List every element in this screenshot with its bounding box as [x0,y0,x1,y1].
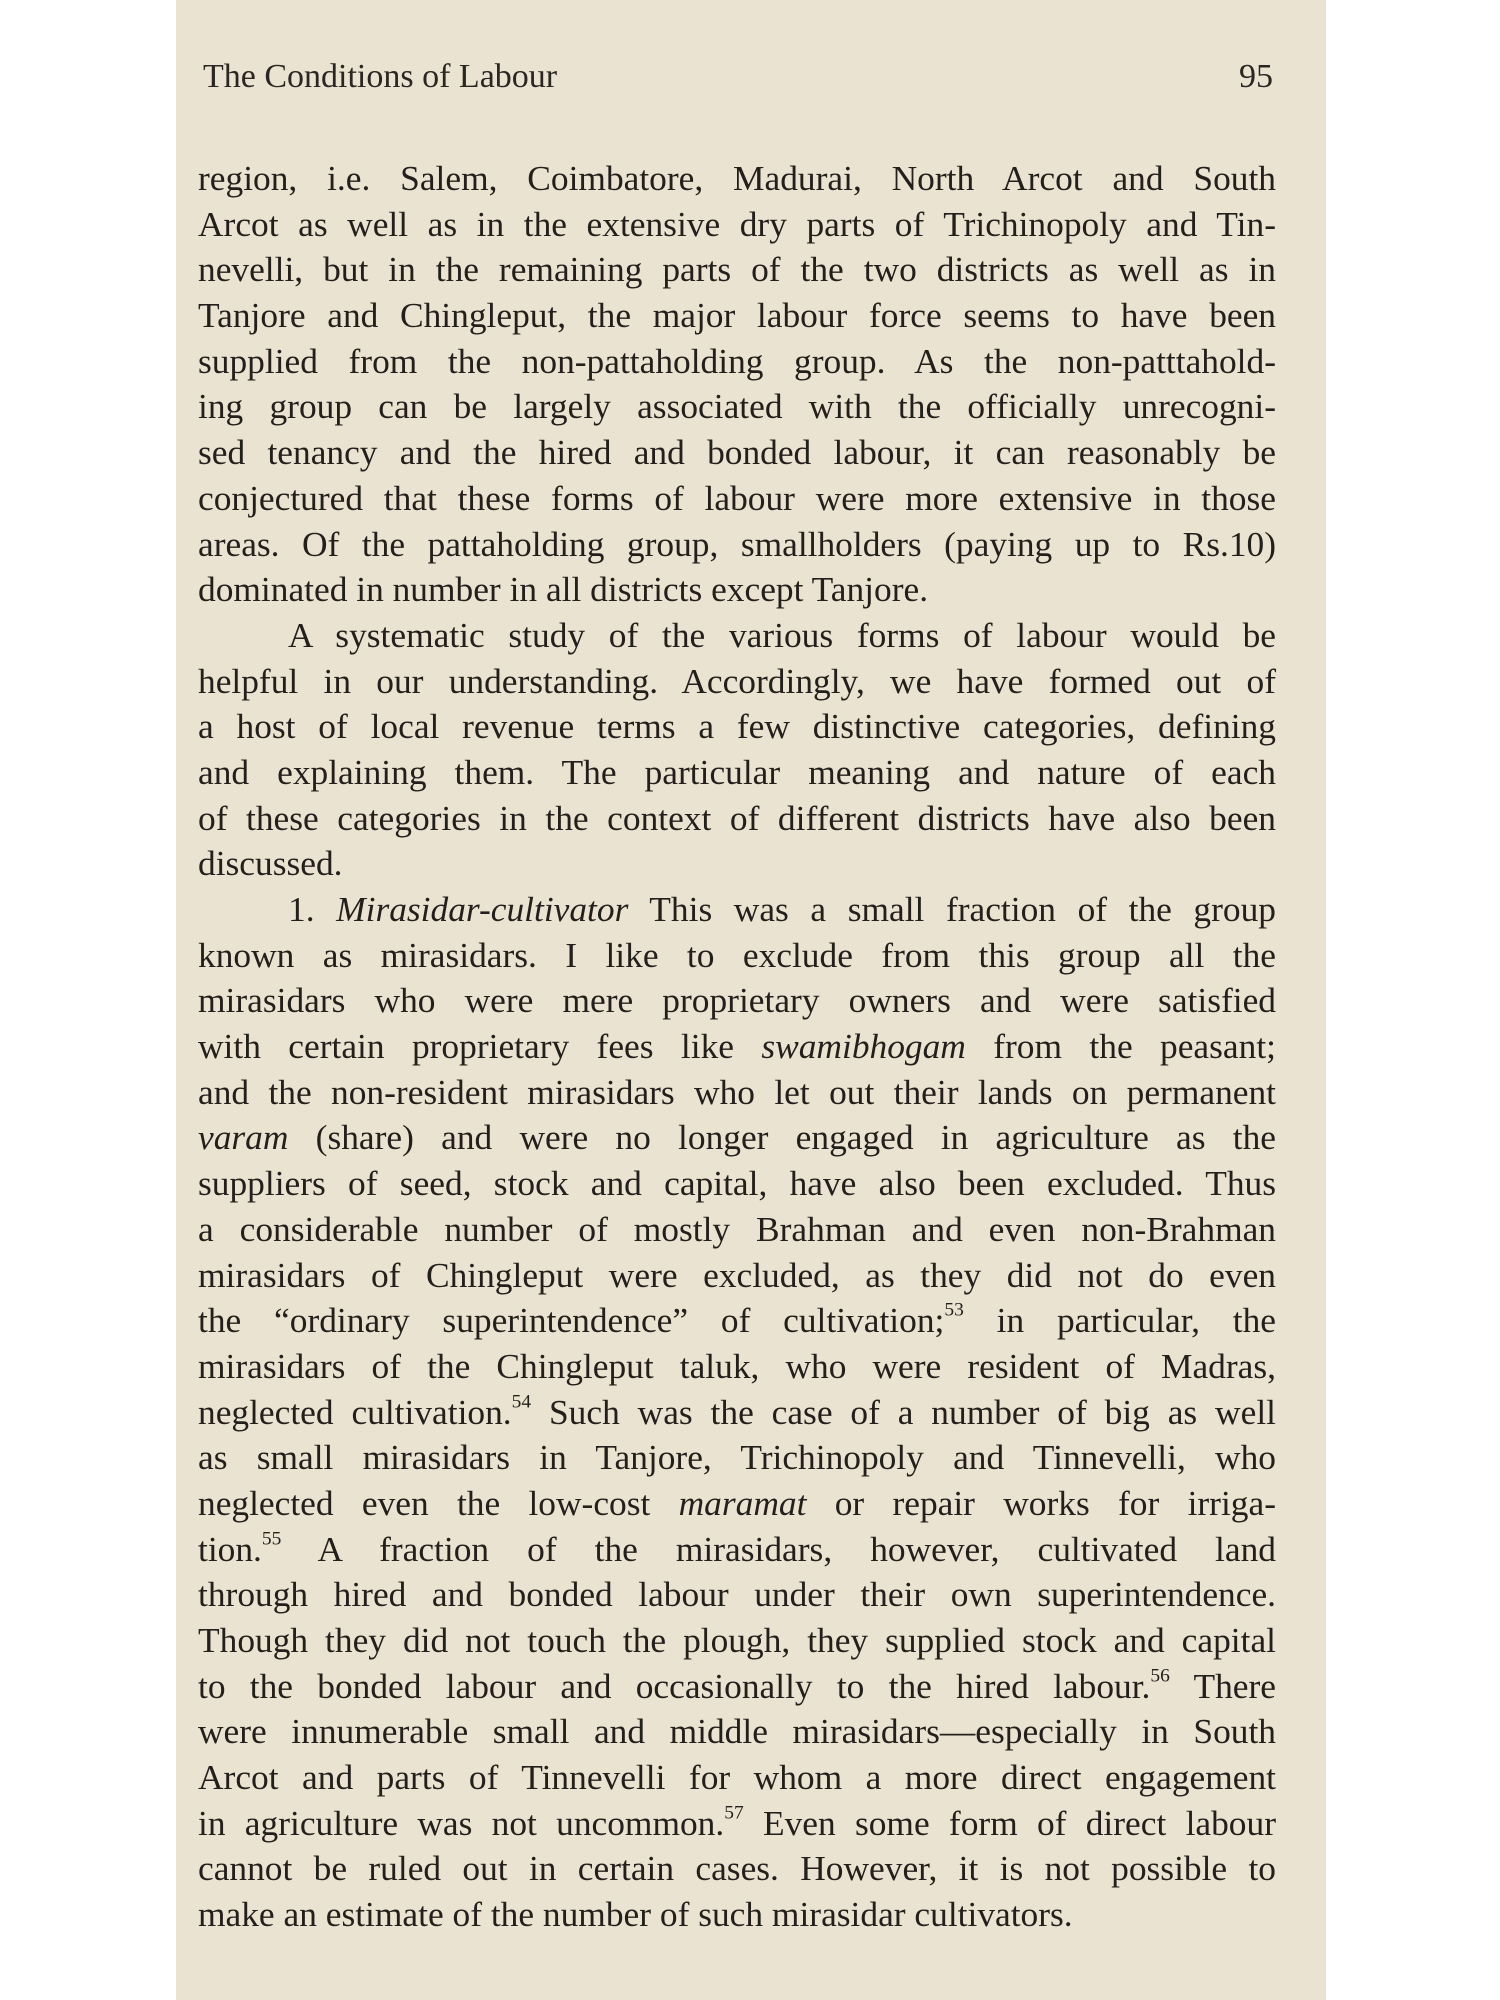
text-line: ing group can be largely associated with the officially unrecogni- [198,386,1276,427]
text-line: conjectured that these forms of labour were more extensive in those [198,477,1276,518]
paragraph [198,613,1276,887]
page-number: 95 [1239,58,1273,95]
text-line: mirasidars of Chingleput were excluded, as they did not do even [198,1254,1276,1295]
text-line: to the bonded labour and occasionally to the hired labour.$^{56}$ There [198,1665,1276,1706]
text-line: a host of local revenue terms a few distinctive categories, defining [198,706,1276,747]
text-line: suppliers of seed, stock and capital, have also been excluded. Thus [198,1163,1276,1204]
footnote-ref: 53 [944,1299,964,1321]
text-line: sed tenancy and the hired and bonded labour, it can reasonably be [198,432,1276,473]
text-line: A systematic study of the various forms of labour would be [288,614,1276,655]
footnote-ref: 55 [261,1528,282,1550]
text-line: cannot be ruled out in certain cases. However, it is not possible to [198,1848,1276,1889]
text-line: known as mirasidars. I like to exclude from this group all the [198,934,1276,975]
running-header [203,58,1273,108]
text-line: helpful in our understanding. Accordingly, we have formed out of [198,660,1276,701]
text-line: varam (share) and were no longer engaged in agriculture as the [198,1117,1276,1158]
text-line: neglected cultivation.$^{54}$ Such was the case of a number of big as well [198,1391,1276,1432]
footnote-ref: 57 [724,1802,744,1824]
text-line: mirasidars of the Chingleput taluk, who were resident of Madras, [198,1345,1276,1386]
text-line: and explaining them. The particular meaning and nature of each [198,751,1276,792]
text-line: with certain proprietary fees like swamibhogam from the peasant; [198,1026,1276,1067]
text-line: tion.$^{55}$ A fraction of the mirasidars, however, cultivated land [198,1528,1276,1569]
italic-term: swamibhogam [761,1026,966,1067]
text-line: areas. Of the pattaholding group, smallholders (paying up to Rs.10) [198,523,1276,564]
text-line: Tanjore and Chingleput, the major labour force seems to have been [198,295,1276,336]
italic-term: varam [198,1117,289,1158]
text-line: the “ordinary superintendence” of cultivation;$^{53}$ in particular, the [198,1299,1277,1341]
paragraph [198,887,1276,1938]
footnote-ref: 56 [1150,1665,1170,1687]
text-line: make an estimate of the number of such mirasidar cultivators. [198,1894,1073,1935]
text-line: neglected even the low-cost maramat or repair works for irriga- [198,1482,1276,1523]
text-line: as small mirasidars in Tanjore, Trichinopoly and Tinnevelli, who [198,1437,1276,1478]
text-line: supplied from the non-pattaholding group. As the non-patttahold- [198,340,1276,381]
text-line: Though they did not touch the plough, they supplied stock and capital [198,1620,1276,1660]
text-line: region, i.e. Salem, Coimbatore, Madurai, North Arcot and South [198,158,1276,198]
italic-term: maramat [678,1482,807,1523]
footnote-ref: 54 [511,1391,532,1413]
chapter-title: The Conditions of Labour [203,58,558,95]
text-line: Arcot as well as in the extensive dry parts of Trichinopoly and Tin- [198,203,1276,244]
text-line: a considerable number of mostly Brahman and even non-Brahman [198,1208,1276,1249]
body-text [198,156,1276,1938]
text-line: mirasidars who were mere proprietary owners and were satisfied [198,980,1276,1021]
book-page [176,0,1326,2000]
text-line: nevelli, but in the remaining parts of the two districts as well as in [198,249,1276,290]
text-line: and the non-resident mirasidars who let out their lands on permanent [198,1071,1276,1112]
text-line: Arcot and parts of Tinnevelli for whom a more direct engagement [198,1757,1276,1798]
text-line: 1. Mirasidar-cultivator This was a small fraction of the group [288,889,1276,929]
text-line: of these categories in the context of different districts have also been [198,797,1276,838]
text-line: through hired and bonded labour under their own superintendence. [198,1574,1276,1615]
text-line: were innumerable small and middle mirasidars—especially in South [198,1711,1276,1752]
italic-term: Mirasidar-cultivator [336,889,629,929]
paragraph [198,156,1276,613]
text-line: discussed. [198,843,343,884]
text-line: dominated in number in all districts except Tanjore. [198,569,929,610]
text-line: in agriculture was not uncommon.$^{57}$ Even some form of direct labour [198,1802,1276,1843]
